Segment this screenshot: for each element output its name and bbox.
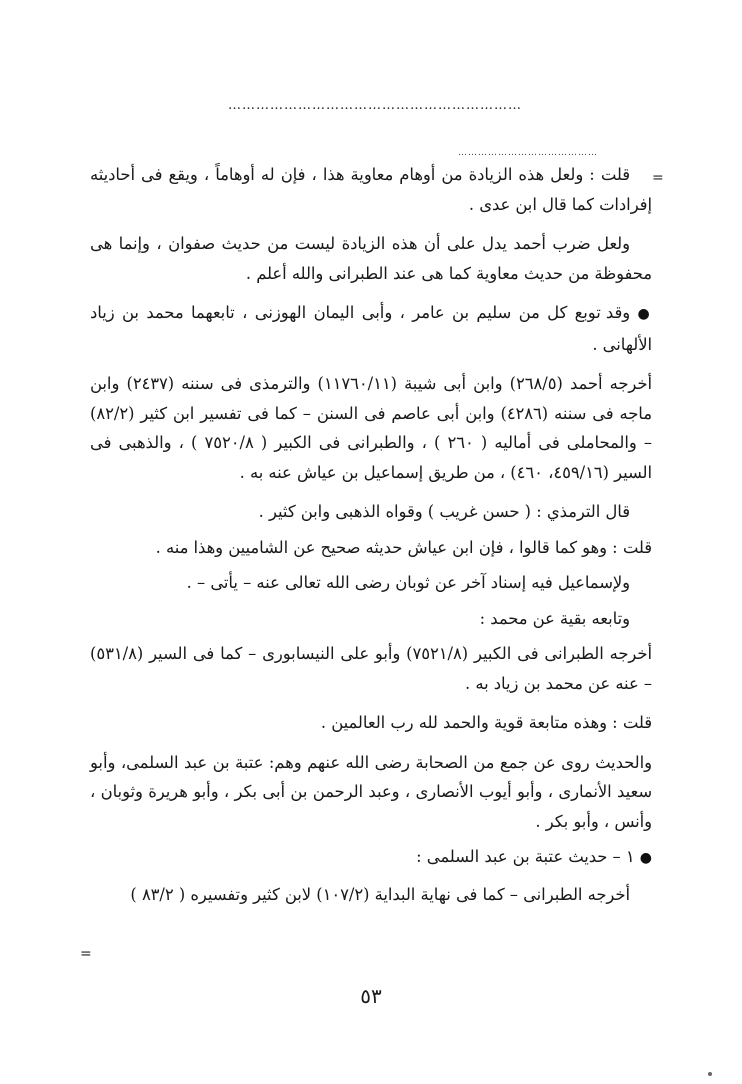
paragraph-4: أخرجه أحمد (٢٦٨/٥) وابن أبى شيبة (١١٧٦٠/١١) والترمذى فى سننه (٢٤٣٧) وابن ماجه فى سننه (٤٢٨٦) وابن أبى عاصم فى السنن – كما فى تفسير ابن كثير (٨٢/٢) – والمحاملى فى أماليه ( ٢٦٠ ) ، والطبرانى فى الكبير ( ٧٥٢٠/٨ ) ، والذهبى فى السير (٤٥٩/١٦، ٤٦٠) ، من طريق إسماعيل بن عياش عنه به .	[90, 374, 652, 482]
header-dotted-line: ………………………………………………………	[228, 98, 522, 113]
paragraph-6: قلت : وهو كما قالوا ، فإن ابن عياش حديثه صحيح عن الشاميين وهذا منه .	[155, 537, 652, 557]
footnote-rule: ……………………………………	[458, 148, 598, 158]
paragraph-8: وتابعه بقية عن محمد :	[479, 608, 630, 628]
paragraph-2: ولعل ضرب أحمد يدل على أن هذه الزيادة ليست من حديث صفوان ، وإنما هى محفوظة من حديث معاوية كما هى عند الطبرانى والله أعلم .	[90, 234, 652, 283]
paragraph-13: أخرجه الطبرانى – كما فى نهاية البداية (١٠٧/٢) لابن كثير وتفسيره ( ٨٣/٢ )	[130, 884, 630, 904]
bullet-icon: ●	[637, 306, 652, 322]
continuation-marker-top: =	[652, 170, 664, 186]
paragraph-3	[90, 298, 652, 359]
paragraph-12-text: ١ – حديث عتبة بن عبد السلمى :	[416, 847, 635, 866]
paragraph-9: أخرجه الطبرانى فى الكبير (٧٥٢١/٨) وأبو على النيسابورى – كما فى السير (٥٣١/٨) – عنه عن محمد بن زياد به .	[90, 644, 653, 693]
paragraph-12	[90, 842, 652, 874]
paragraph-11: والحديث روى عن جمع من الصحابة رضى الله عنهم وهم: عتبة بن عبد السلمى، وأبو سعيد الأنمارى ، وأبو أيوب الأنصارى ، وعبد الرحمن بن أبى بكر ، وأبو هريرة وثوبان ، وأنس ، وأبو بكر .	[90, 752, 652, 831]
paragraph-10: قلت : وهذه متابعة قوية والحمد لله رب العالمين .	[320, 713, 652, 732]
paragraph-1: قلت : ولعل هذه الزيادة من أوهام معاوية هذا ، فإن له أوهاماً ، ويقع فى أحاديثه إفرادات كما قال ابن عدى .	[90, 165, 652, 214]
paragraph-3-text: وقد توبع كل من سليم بن عامر ، وأبى اليمان الهوزنى ، تابعهما محمد بن زياد الألهانى .	[90, 303, 652, 354]
bullet-icon: ●	[639, 850, 652, 866]
body-text	[90, 160, 652, 919]
continuation-marker-bottom: =	[80, 946, 92, 962]
paragraph-7: ولإسماعيل فيه إسناد آخر عن ثوبان رضى الله تعالى عنه – يأتى – .	[186, 573, 630, 592]
scan-speck	[708, 1072, 712, 1076]
page-number: ٥٣	[360, 984, 382, 1008]
paragraph-5: قال الترمذي : ( حسن غريب ) وقواه الذهبى وابن كثير .	[258, 502, 630, 521]
